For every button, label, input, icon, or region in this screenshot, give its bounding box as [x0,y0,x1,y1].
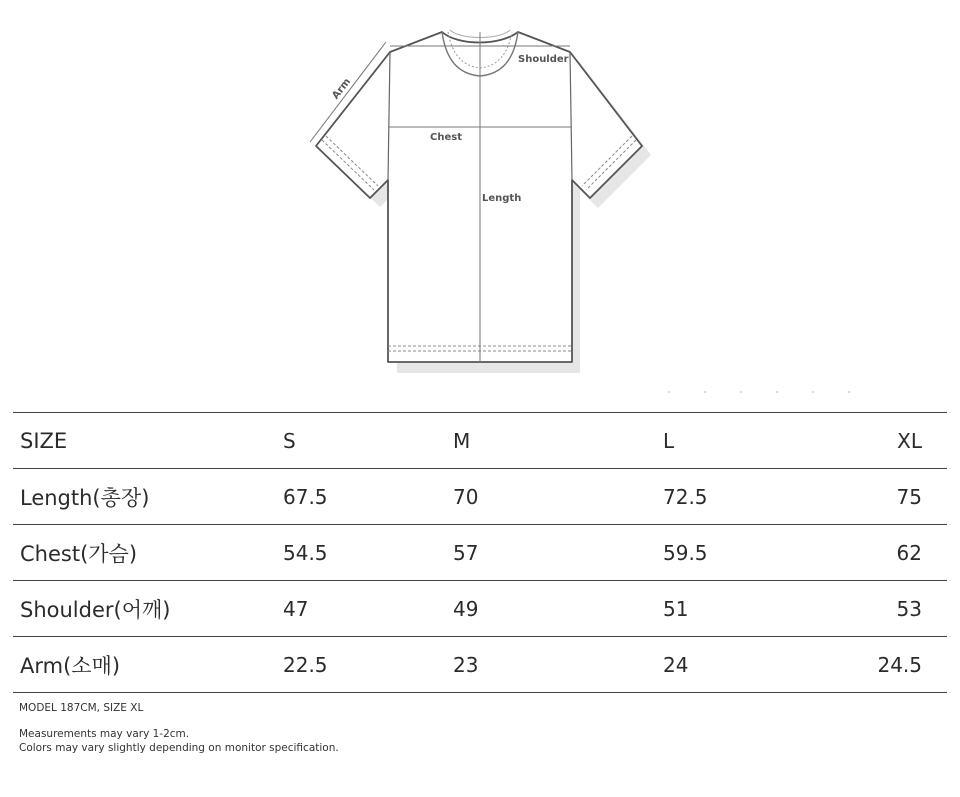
cell-value: 59.5 [663,525,863,581]
tshirt-diagram [290,10,670,385]
measurement-note: Measurements may vary 1-2cm. [19,728,190,740]
row-label: Chest(가슴) [13,525,283,581]
tshirt-illustration [290,10,670,385]
cell-value: 24 [663,637,863,693]
cell-value: 54.5 [283,525,453,581]
table-row [13,469,947,525]
footnotes [19,701,339,755]
row-label: Arm(소매) [13,637,283,693]
cell-value: 23 [453,637,663,693]
row-label: Shoulder(어깨) [13,581,283,637]
size-header-label: SIZE [13,413,283,469]
table-header-row [13,413,947,469]
cell-value: 57 [453,525,663,581]
cell-value: 51 [663,581,863,637]
table-row [13,637,947,693]
size-xl-header: XL [863,413,947,469]
chest-label: Chest [430,132,462,143]
cell-value: 49 [453,581,663,637]
size-s-header: S [283,413,453,469]
cell-value: 24.5 [863,637,947,693]
shoulder-label: Shoulder [518,54,569,65]
cell-value: 62 [863,525,947,581]
table-row [13,581,947,637]
cell-value: 75 [863,469,947,525]
table-row [13,525,947,581]
cell-value: 22.5 [283,637,453,693]
cell-value: 70 [453,469,663,525]
size-m-header: M [453,413,663,469]
length-label: Length [482,193,522,204]
arm-label: Arm [330,76,354,102]
row-label: Length(총장) [13,469,283,525]
model-note: MODEL 187CM, SIZE XL [19,702,144,714]
cell-value: 47 [283,581,453,637]
size-table [13,412,947,693]
color-note: Colors may vary slightly depending on monitor specification. [19,742,339,754]
decorative-dots [660,388,860,396]
size-l-header: L [663,413,863,469]
cell-value: 53 [863,581,947,637]
cell-value: 72.5 [663,469,863,525]
cell-value: 67.5 [283,469,453,525]
